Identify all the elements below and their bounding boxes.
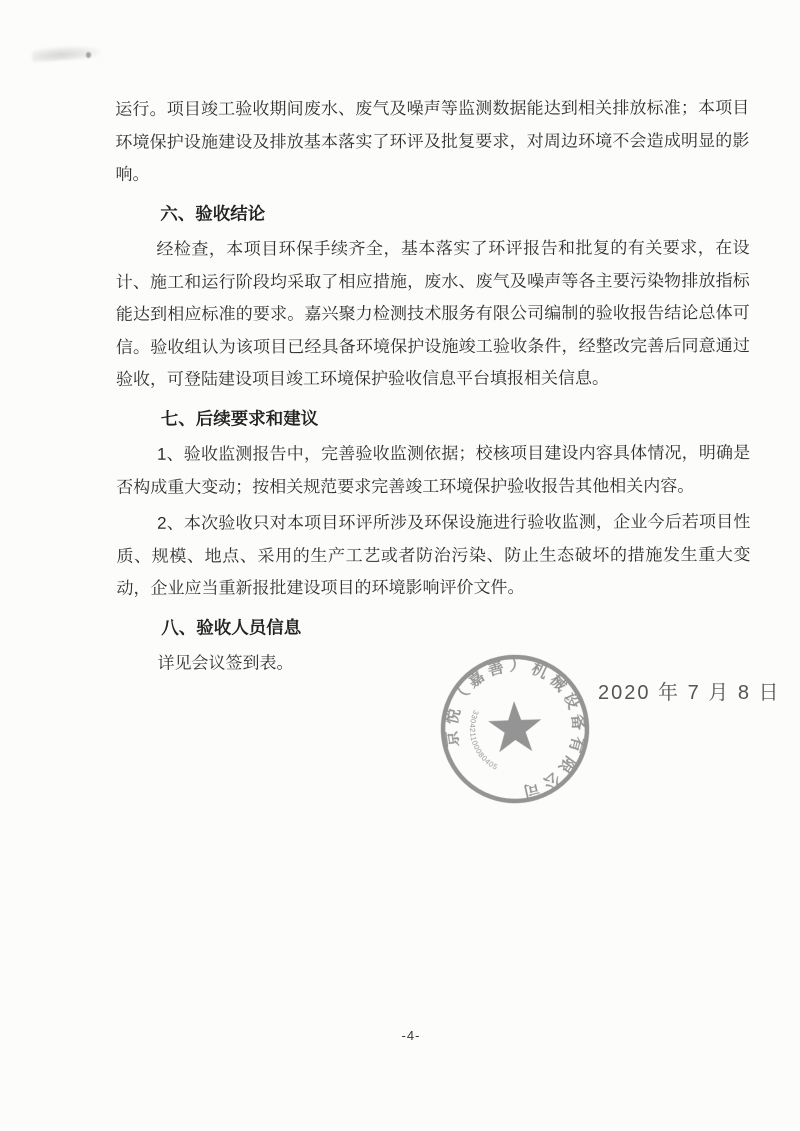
seal-serial-number: 330421100080405 [467, 708, 500, 772]
seal-company-name: 京悦（嘉善）机械设备有限公司 [443, 657, 587, 801]
section-heading-conclusion: 六、验收结论 [160, 202, 266, 224]
approval-date: 2020 年 7 月 8 日 [598, 682, 781, 704]
seal-star-icon [487, 700, 542, 753]
section-heading-followup: 七、后续要求和建议 [160, 407, 319, 429]
page-number: -4- [401, 1028, 421, 1043]
personnel-paragraph: 详见会议签到表。 [157, 653, 294, 673]
followup-item-1: 1、验收监测报告中，完善验收监测依据；校核项目建设内容具体情况，明确是否构成重大变动；按相关规范要求完善竣工环境保护验收报告其他相关内容。 [116, 443, 751, 497]
scan-smudge-dot [86, 52, 91, 58]
followup-item-2: 2、本次验收只对本项目环评所涉及环保设施进行验收监测，企业今后若项目性质、规模、地点、采用的生产工艺或者防治污染、防止生态破坏的措施发生重大变动，企业应当重新报批建设项目的环境影响评价文件。 [116, 512, 751, 598]
scan-smudge [32, 44, 103, 63]
conclusion-paragraph: 经检查，本项目环保手续齐全，基本落实了环评报告和批复的有关要求，在设计、施工和运行阶段均采取了相应措施，废水、废气及噪声等各主要污染物排放指标能达到相应标准的要求。嘉兴聚力检测技术服务有限公司编制的验收报告结论总体可信。验收组认为该项目已经具备环境保护设施竣工验收条件，经整改完善后同意通过验收，可登陆建设项目竣工环境保护验收信息平台填报相关信息。 [115, 238, 750, 389]
section-heading-personnel: 八、验收人员信息 [161, 616, 302, 638]
svg-text:330421100080405 [467, 708, 500, 773]
company-seal [433, 647, 596, 810]
document-body [115, 92, 751, 680]
continuation-paragraph: 运行。项目竣工验收期间废水、废气及噪声等监测数据能达到相关排放标准；本项目环境保护设施建设及排放基本落实了环评及批复要求，对周边环境不会造成明显的影响。 [115, 98, 750, 184]
